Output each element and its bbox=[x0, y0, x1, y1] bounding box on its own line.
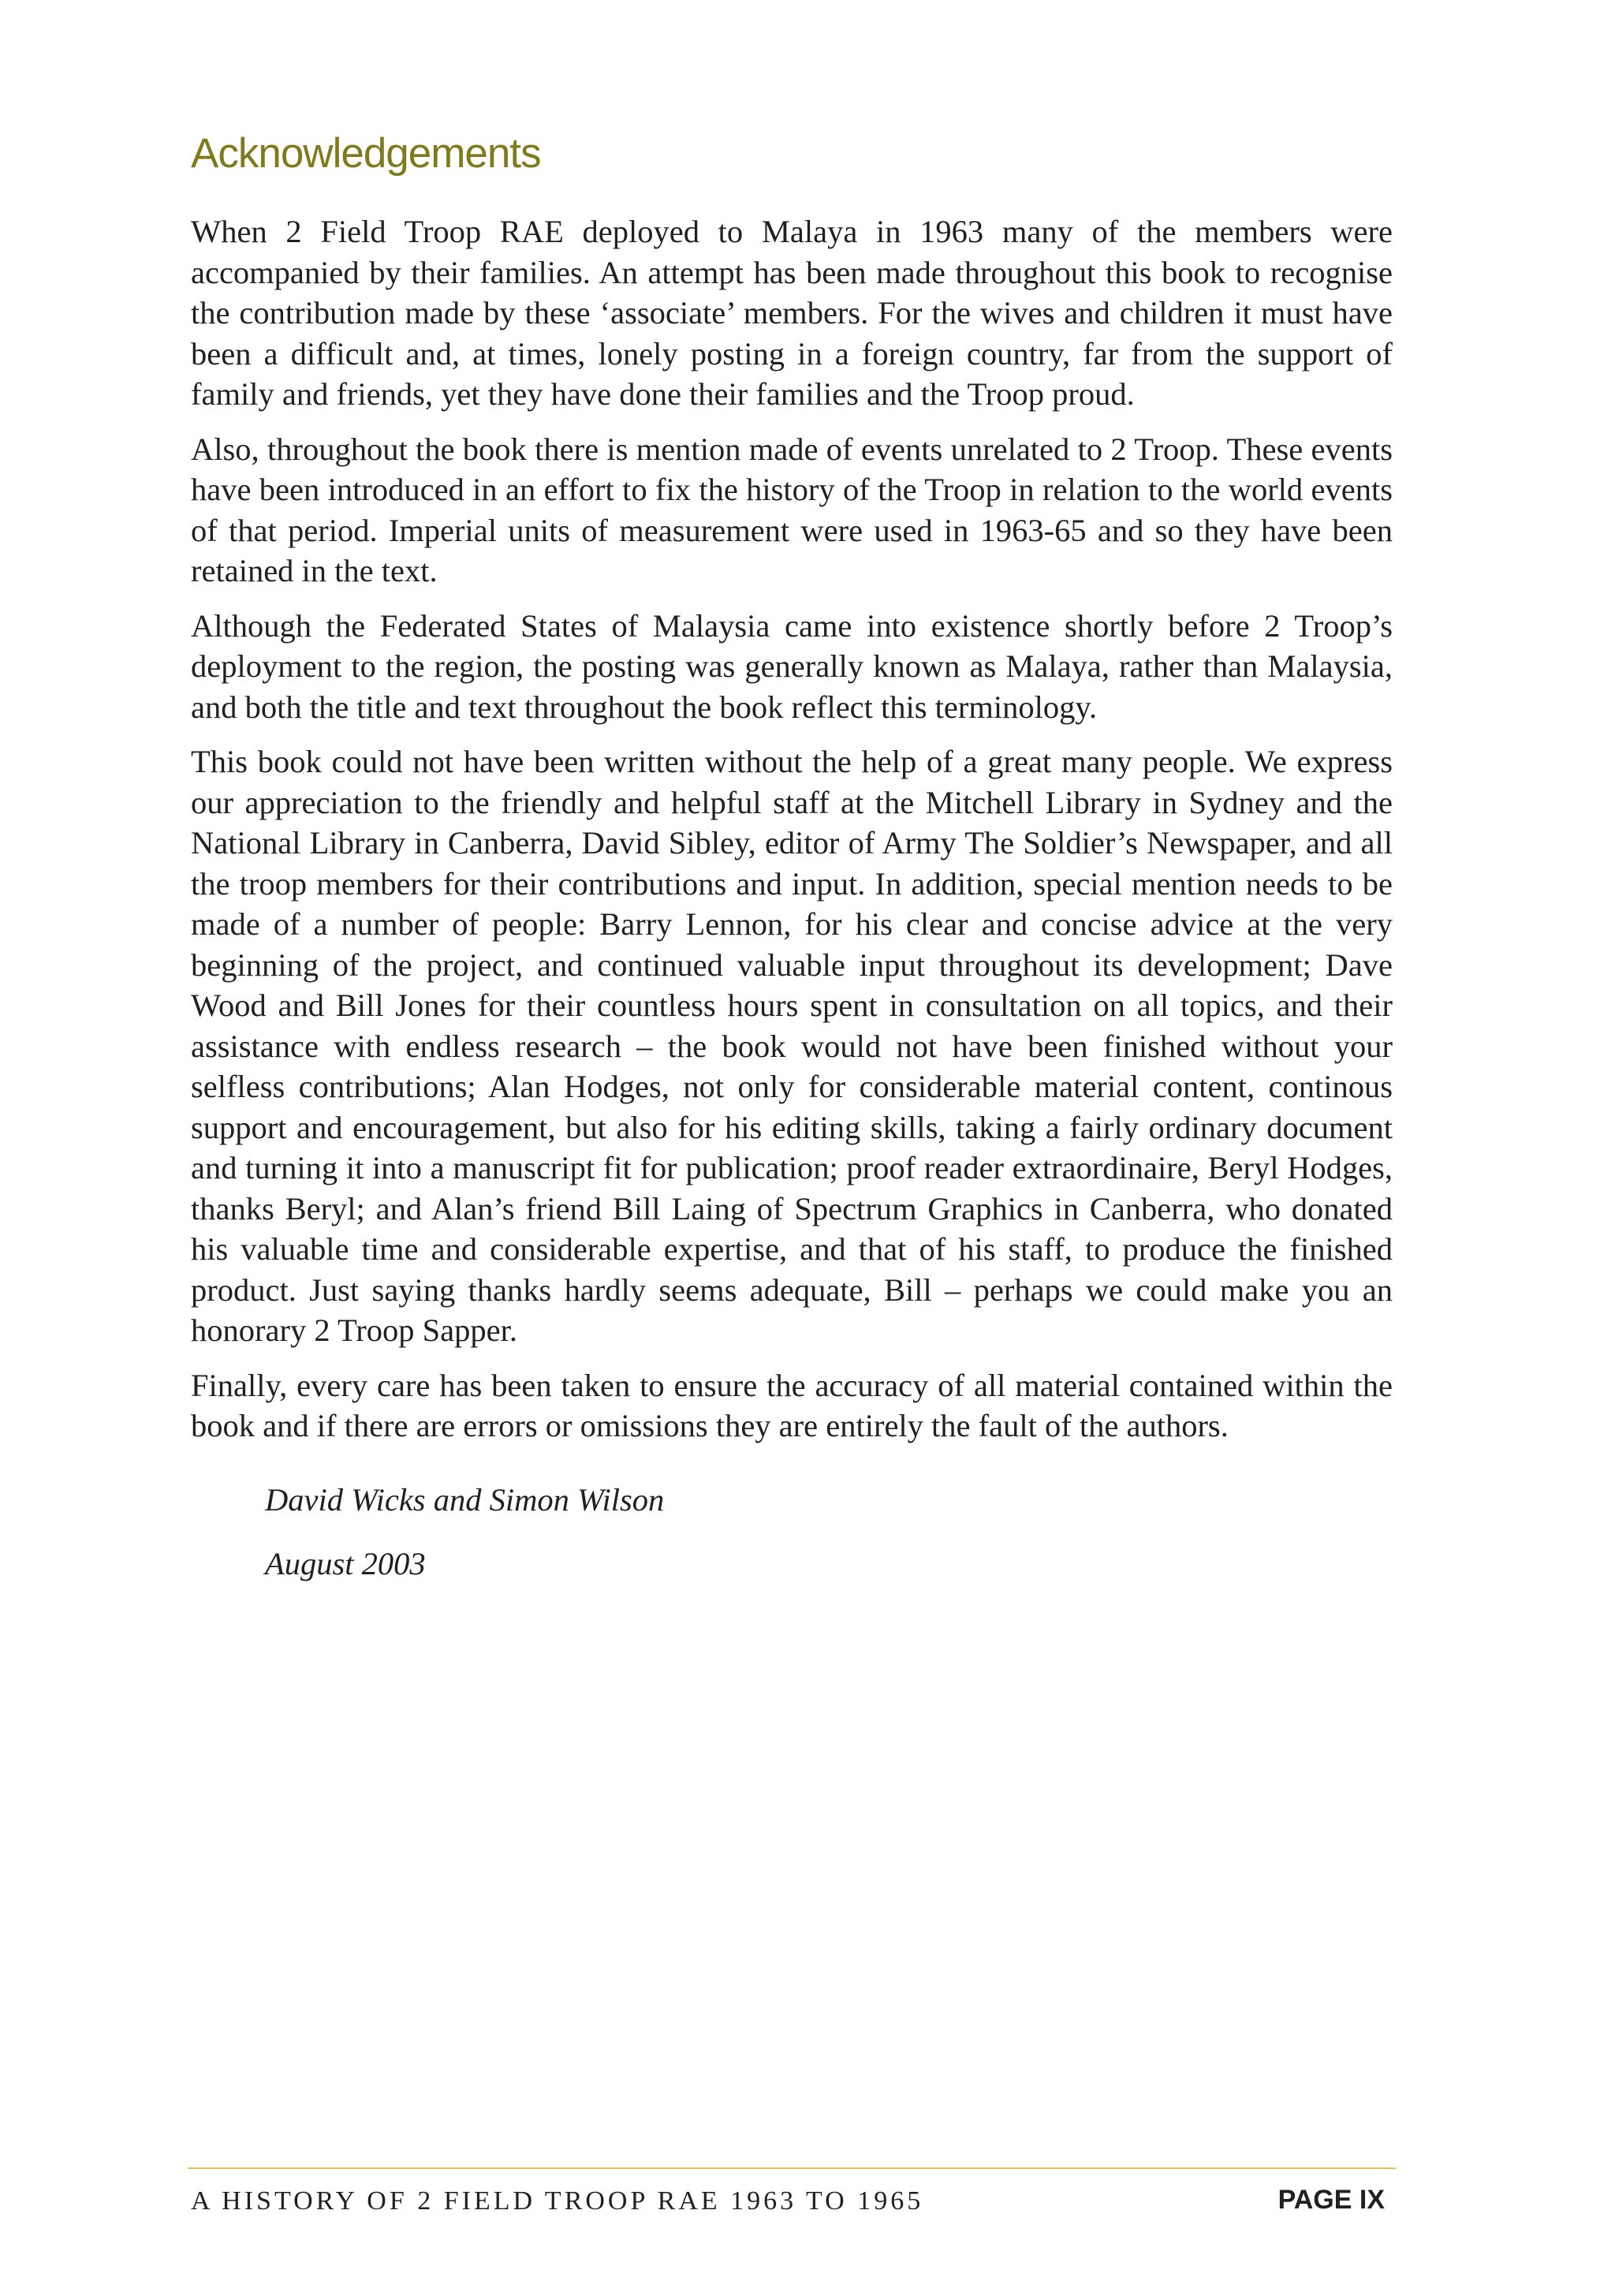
paragraph-disclaimer: Finally, every care has been taken to ensure the accuracy of all material contained within the book and if there are errors or omissions they are entirely the fault of the authors. bbox=[191, 1367, 1393, 1443]
footer-book-title: A HISTORY OF 2 FIELD TROOP RAE 1963 TO 1965 bbox=[191, 2186, 924, 2216]
body-text bbox=[191, 211, 1393, 1607]
paragraph-families: When 2 Field Troop RAE deployed to Malaya in 1963 many of the members were accompanied by their families. An attempt has been made throughout this book to recognise the contribution made by these ‘associate’ members. For the wives and children it must have been a difficult and, at times, lonely posting in a foreign country, far from the support of family and friends, yet they have done their families and the Troop proud. bbox=[191, 214, 1393, 412]
paragraph-unrelated-events: Also, throughout the book there is mention made of events unrelated to 2 Troop. These events have been introduced in an effort to fix the history of the Troop in relation to the world events of that period. Imperial units of measurement were used in 1963-65 and so they have been retained in the text. bbox=[191, 431, 1393, 588]
signature-date: August 2003 bbox=[265, 1545, 426, 1581]
footer-divider bbox=[188, 2167, 1396, 2169]
signature-authors: David Wicks and Simon Wilson bbox=[265, 1481, 665, 1518]
signature-block bbox=[265, 1480, 1393, 1584]
paragraph-thanks: This book could not have been written without the help of a great many people. We express our appreciation to the friendly and helpful staff at the Mitchell Library in Sydney and the National Library in Canberra, David Sibley, editor of Army The Soldier’s Newspaper, and all the troop members for their contributions and input. In addition, special mention needs to be made of a number of people: Barry Lennon, for his clear and concise advice at the very beginning of the project, and continued valuable input throughout its development; Dave Wood and Bill Jones for their countless hours spent in consultation on all topics, and their assistance with endless research – the book would not have been finished without your selfless contributions; Alan Hodges, not only for considerable material content, continous support and encouragement, but also for his editing skills, taking a fairly ordinary document and turning it into a manuscript fit for publication; proof reader extraordinaire, Beryl Hodges, thanks Beryl; and Alan’s friend Bill Laing of Spectrum Graphics in Canberra, who donated his valuable time and considerable expertise, and that of his staff, to produce the finished product. Just saying thanks hardly seems adequate, Bill – perhaps we could make you an honorary 2 Troop Sapper. bbox=[191, 744, 1393, 1348]
paragraph-malaya-terminology: Although the Federated States of Malaysia came into existence shortly before 2 Troop’s deployment to the region, the posting was generally known as Malaya, rather than Malaysia, and both the title and text throughout the book reflect this terminology. bbox=[191, 607, 1393, 725]
page-number: PAGE IX bbox=[1277, 2185, 1385, 2215]
page-heading: Acknowledgements bbox=[191, 130, 541, 177]
